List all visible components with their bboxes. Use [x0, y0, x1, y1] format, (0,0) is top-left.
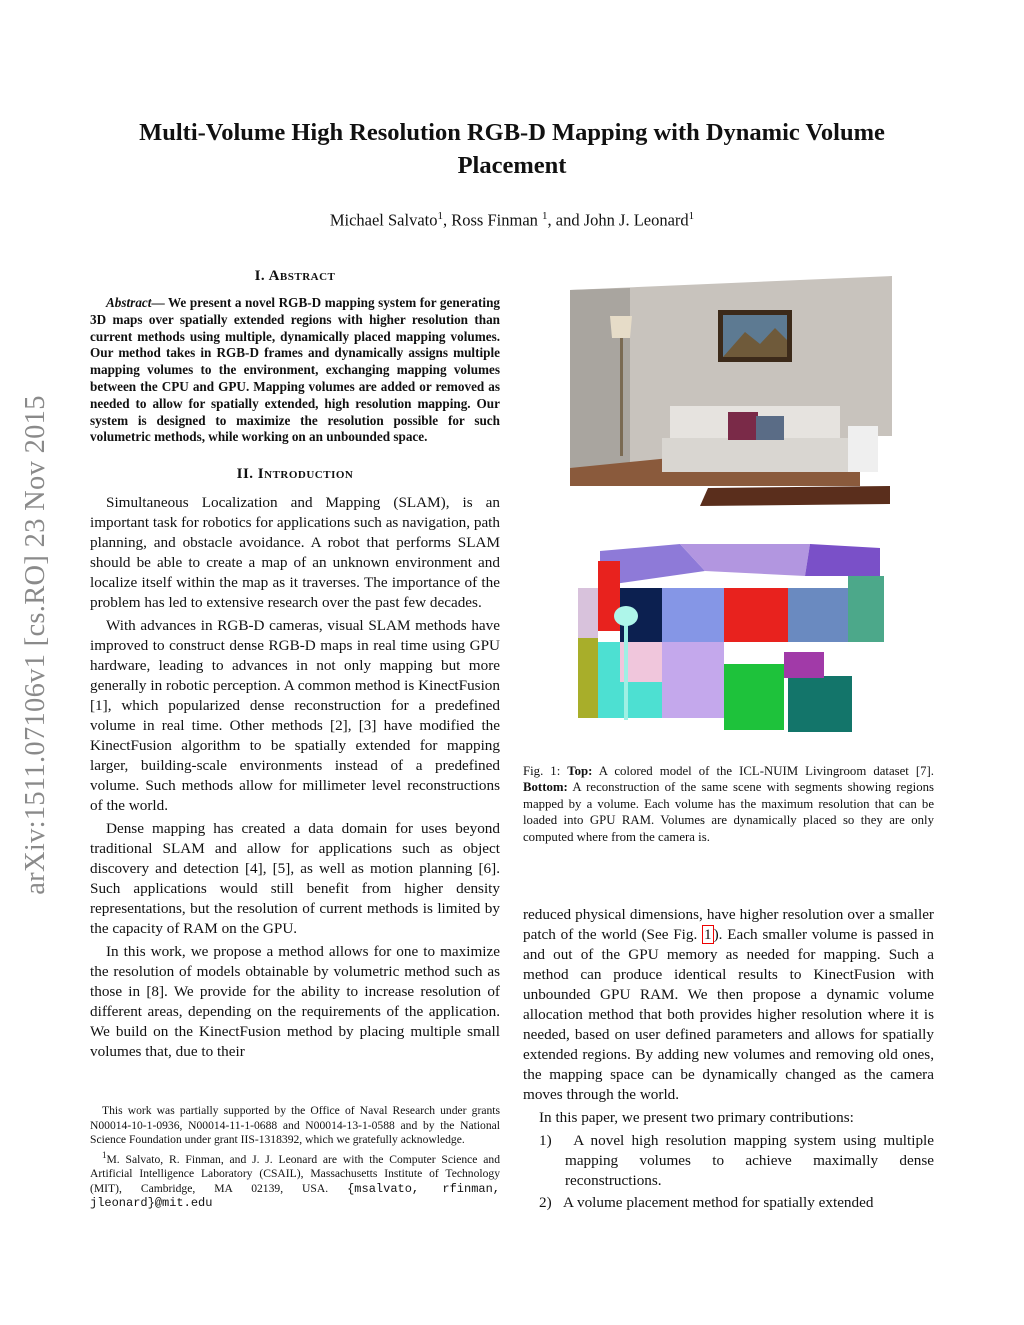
footnote — [90, 1104, 500, 1211]
figure-top-colored-model — [570, 276, 892, 506]
figure-1-link[interactable]: 1 — [704, 926, 712, 943]
sofa-seat — [662, 438, 848, 472]
segment-red-center — [724, 588, 788, 642]
footnote-affiliation: $^1$M. Salvato, R. Finman, and J. J. Leonard are with the Computer Science and Artificial Intelligence Laboratory (CSAIL), Massachusetts Institute of Technology (MIT), Cambridge, MA 02139, USA. {msalvato, rfinman, jleonard}@mit.edu — [90, 1149, 500, 1211]
right-column — [523, 905, 934, 1215]
segment-pink — [578, 588, 598, 638]
segment-magenta — [784, 652, 824, 678]
segment-periwinkle — [662, 588, 724, 642]
segment-green — [724, 664, 784, 730]
lamp-shade-segment — [614, 606, 638, 626]
segment-steel-blue — [788, 588, 848, 642]
segment-violet — [805, 544, 880, 576]
floor-lamp-shade — [610, 316, 632, 338]
figure-1-caption: Fig. 1: Top: A colored model of the ICL-NUIM Livingroom dataset [7]. Bottom: A reconstruction of the same scene with segments showing regions mapped by a volume. Each volume has the maximum resolution that can be loaded into GPU RAM. Volumes are dynamically placed so they are only computed where from the camera is. — [523, 764, 934, 844]
side-table — [848, 426, 878, 472]
segment-lavender — [662, 642, 724, 718]
author-list: Michael Salvato$^1$, Ross Finman $^1$, and John J. Leonard$^1$ — [329, 210, 695, 230]
segment-jade — [848, 576, 884, 642]
paper-title: Multi-Volume High Resolution RGB-D Mapping with Dynamic Volume Placement — [139, 119, 885, 179]
contribution-item-2: 2) A volume placement method for spatially extended — [539, 1194, 874, 1211]
figure-bottom-volume-segments — [578, 544, 884, 732]
pillow-right — [756, 416, 784, 440]
intro-paragraph-4: In this work, we propose a method allows for one to maximize the resolution of models obtainable by volumetric method such as those in [8]. We provide for the ability to increase resolution of different areas, depending on the requirements of the application. We build on the KinectFusion method by placing multiple small volumes that, due to their — [90, 943, 500, 1061]
rug — [700, 486, 890, 506]
figure-1 — [560, 276, 900, 736]
pillow-left — [728, 412, 758, 440]
abstract-text: Abstract— We present a novel RGB-D mapping system for generating 3D maps over spatially extended regions with higher resolution than current methods using multiple, dynamically placed mapping volumes. Our method takes in RGB-D frames and dynamically assigns multiple mapping volumes to the environment, exchanging mapping volumes between the CPU and GPU. Mapping volumes are added or removed as needed to allow for spatially extended, high resolution mapping. Our system is designed to maximize the resolution possible for such volumetric methods, while working on an unbounded space. — [90, 295, 500, 445]
abstract-heading: I. Abstract — [254, 268, 336, 284]
floor-lamp-pole — [620, 336, 623, 456]
intro-heading: II. Introduction — [236, 466, 354, 483]
segment-olive — [578, 638, 598, 718]
arxiv-stamp: arXiv:1511.07106v1 [cs.RO] 23 Nov 2015 — [20, 395, 52, 895]
author-emails: {msalvato, rfinman, jleonard}@mit.edu — [90, 1181, 500, 1211]
intro-paragraph-1: Simultaneous Localization and Mapping (SLAM), is an important task for robotics for applications such as navigation, path planning, and obstacle avoidance. A robot that performs SLAM should be able to create a map of an unknown environment and localize itself within the map as it traverses. The importance of the problem has led to extensive research over the past few decades. — [90, 494, 500, 612]
segment-teal — [788, 676, 852, 732]
footnote-funding: This work was partially supported by the Office of Naval Research under grants N00014-10-1-0936, N00014-11-1-0688 and N00014-13-1-0588 and by the National Science Foundation under grant IIS-1318392, which we gratefully acknowledge. — [90, 1104, 500, 1147]
intro-paragraph-2: With advances in RGB-D cameras, visual SLAM methods have improved to construct dense RGB-D maps in real time using GPU hardware, leading to advances in not only mapping but more generally in robotic perception. A common method is KinectFusion [1], which popularized dense reconstruction for a predefined volume in real time. Other methods [2], [3] have modified the KinectFusion algorithm to be spatially extended for mapping larger, building-scale environments instead of a predefined volume. Such methods allow for millimeter level reconstructions of the world. — [90, 617, 500, 815]
lamp-pole-segment — [624, 624, 628, 720]
left-column — [90, 268, 500, 1065]
intro-paragraph-5: reduced physical dimensions, have higher resolution over a smaller patch of the world (See Fig. 1 ). Each smaller volume is passed in and out of the GPU memory as needed for mapping. Such a method can produce identical results to KinectFusion with unbounded GPU RAM. We then propose a dynamic volume allocation method that both provides higher resolution where it is needed, based on user defined parameters and allows for spatially extended regions. By adding new volumes and removing old ones, the mapping space can be dynamically changed as the camera moves through the world. — [523, 906, 934, 1103]
intro-paragraph-6: In this paper, we present two primary contributions: — [539, 1109, 854, 1126]
contribution-list — [523, 1131, 934, 1213]
contribution-item-1: 1) A novel high resolution mapping system using multiple mapping volumes to achieve maximally dense reconstructions. — [539, 1132, 935, 1189]
intro-paragraph-3: Dense mapping has created a data domain for uses beyond traditional SLAM and allow for applications such as object discovery and detection [4], [5], as well as motion planning [6]. Such applications would still benefit from higher density representations, but the resolution of current methods is limited by the capacity of RAM on the GPU. — [90, 820, 500, 938]
